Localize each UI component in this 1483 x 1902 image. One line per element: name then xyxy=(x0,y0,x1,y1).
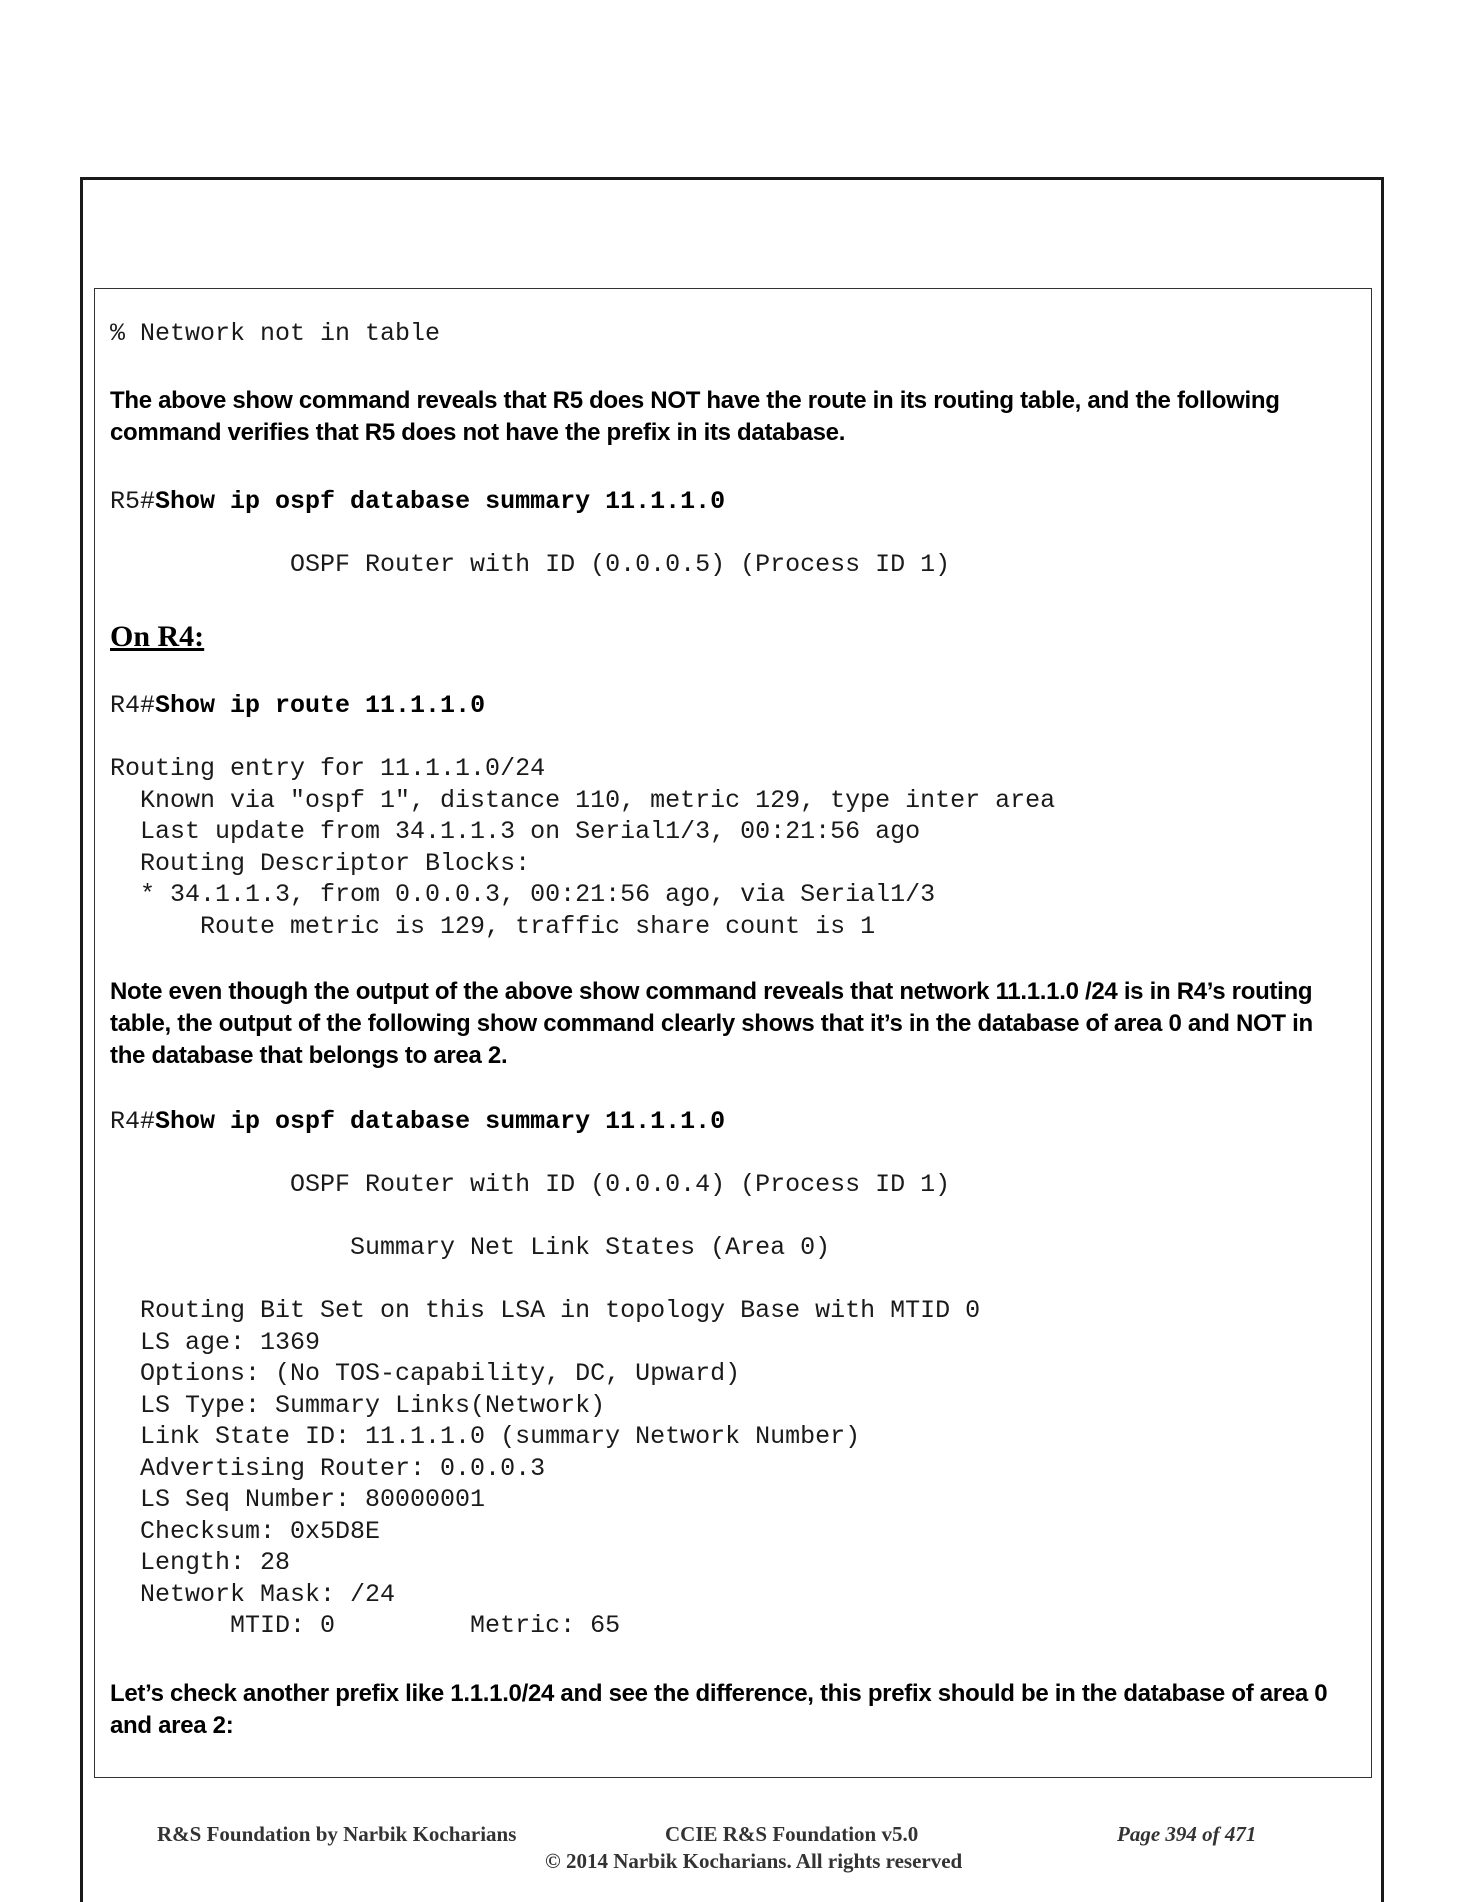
explanation-paragraph-3: Let’s check another prefix like 1.1.1.0/24 and see the difference, this prefix should be in the database of area 0 and area 2: xyxy=(110,1680,1328,1739)
r5-ospf-router-id-output: OSPF Router with ID (0.0.0.5) (Process ID 1) xyxy=(110,550,951,579)
cli-command: Show ip route 11.1.1.0 xyxy=(155,691,486,720)
explanation-paragraph-1: The above show command reveals that R5 does NOT have the route in its routing table, and the following command verifies that R5 does not have the prefix in its database. xyxy=(110,387,1280,446)
cli-prompt: R4# xyxy=(110,1107,156,1136)
command-r4-show-ip-route xyxy=(110,690,485,722)
footer-page-number: Page 394 of 471 xyxy=(1117,1822,1257,1846)
r4-routing-entry-output: Routing entry for 11.1.1.0/24 Known via "ospf 1", distance 110, metric 129, type inter area Last update from 34.1.1.3 on Serial1/3, 00:21:56 ago Routing Descriptor Blocks: * 34.1.1.3, from 0.0.0.3, 00:21:56 ago, via Serial1/3 Route metric is 129, traffic share count is 1 xyxy=(110,754,1056,941)
cli-command: Show ip ospf database summary 11.1.1.0 xyxy=(155,1107,726,1136)
network-not-in-table-output: % Network not in table xyxy=(110,319,441,348)
command-r5-show-ospf-database xyxy=(110,486,725,518)
explanation-paragraph-2: Note even though the output of the above show command reveals that network 11.1.1.0 /24 is in R4’s routing table, the output of the following show command clearly shows that it’s in the database of area 0 and NOT in the database that belongs to area 2. xyxy=(110,978,1313,1069)
footer-course-title: CCIE R&S Foundation v5.0 xyxy=(665,1822,919,1846)
command-r4-show-ospf-database xyxy=(110,1106,725,1138)
cli-command: Show ip ospf database summary 11.1.1.0 xyxy=(155,487,726,516)
section-heading-r4: On R4: xyxy=(110,620,205,653)
footer-copyright: © 2014 Narbik Kocharians. All rights reserved xyxy=(545,1849,963,1873)
cli-prompt: R5# xyxy=(110,487,156,516)
cli-prompt: R4# xyxy=(110,691,156,720)
r4-ospf-database-output: OSPF Router with ID (0.0.0.4) (Process ID 1) Summary Net Link States (Area 0) Routing Bit Set on this LSA in topology Base with MTID 0 LS age: 1369 Options: (No TOS-capability, DC, Upward) LS Type: Summary Links(Network) Link State ID: 11.1.1.0 (summary Network Number) Advertising Router: 0.0.0.3 LS Seq Number: 80000001 Checksum: 0x5D8E Length: 28 Network Mask: /24 MTID: 0 Metric: 65 xyxy=(140,1170,981,1640)
footer-author: R&S Foundation by Narbik Kocharians xyxy=(157,1822,517,1846)
